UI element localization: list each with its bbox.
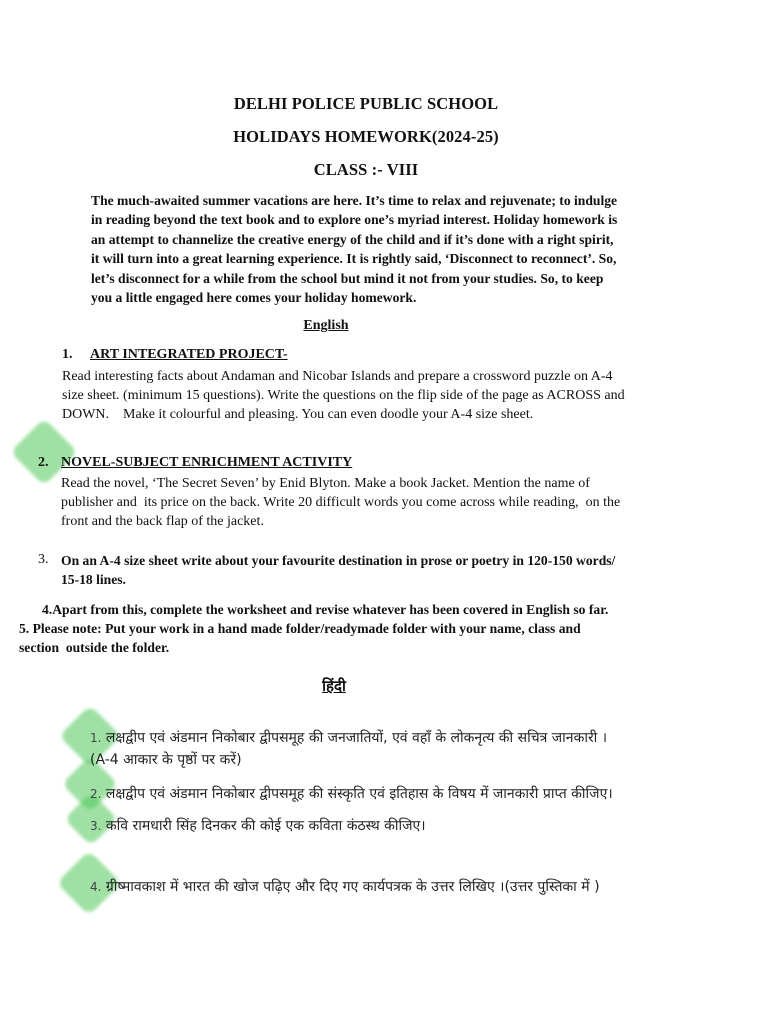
homework-title: HOLIDAYS HOMEWORK(2024-25) [233, 127, 499, 146]
hindi-item-text: लक्षद्वीप एवं अंडमान निकोबार द्वीपसमूह की जनजातियों, एवं वहाँ के लोकनृत्य की सचित्र जानकारी । [105, 730, 608, 746]
intro-line: The much-awaited summer vacations are here. It’s time to relax and rejuvenate; to indulge [91, 193, 618, 208]
intro-line: let’s disconnect for a while from the school but mind it not from your studies. So, to keep [91, 270, 604, 286]
item-number: 2. [90, 787, 102, 801]
art-project-description [62, 367, 702, 424]
hindi-item-text: लक्षद्वीप एवं अंडमान निकोबार द्वीपसमूह की संस्कृति एवं इतिहास के विषय में जानकारी प्राप्त कीजिए। [105, 786, 613, 802]
hindi-item-text: कवि रामधारी सिंह दिनकर की कोई एक कविता कंठस्थ कीजिए। [105, 818, 426, 834]
intro-line: in reading beyond the text book and to explore one’s myriad interest. Holiday homework is [91, 212, 618, 228]
item-number: 1. [62, 347, 73, 362]
item-number: 4. [90, 880, 102, 894]
hindi-item [90, 783, 760, 805]
folder-note [19, 619, 719, 657]
desc-line: publisher and its price on the back. Write 20 difficult words you come across while reading, on the [61, 495, 621, 510]
intro-line: an attempt to channelize the creative energy of the child and if it’s done with a right spirit, [91, 231, 614, 247]
hindi-item [90, 876, 760, 898]
hindi-item [90, 727, 750, 771]
novel-activity-title: NOVEL-SUBJECT ENRICHMENT ACTIVITY [61, 455, 353, 470]
intro-line: it will turn into a great learning experience. It is rightly said, ‘Disconnect to reconnect’. So, [91, 251, 617, 267]
desc-line: DOWN. Make it colourful and pleasing. You can even doodle your A-4 size sheet. [62, 407, 534, 422]
item-number: 3. [38, 552, 49, 567]
english-heading: English [303, 318, 349, 333]
art-project-title: ART INTEGRATED PROJECT- [90, 347, 288, 362]
hindi-item-text: ग्रीष्मावकाश में भारत की खोज पढ़िए और दिए गए कार्यपत्रक के उत्तर लिखिए ।(उत्तर पुस्तिका में ) [105, 879, 600, 895]
worksheet-instruction: 4.Apart from this, complete the worksheet and revise whatever has been covered in English so far. [42, 602, 609, 617]
hindi-heading: हिंदी [322, 677, 346, 695]
destination-writing-task [61, 551, 701, 589]
desc-line: size sheet. (minimum 15 questions). Write the questions on the flip side of the page as ACROSS and [62, 388, 625, 403]
school-name: DELHI POLICE PUBLIC SCHOOL [233, 94, 499, 113]
novel-activity-description [61, 474, 701, 531]
class-label: CLASS :- VIII [313, 160, 419, 179]
intro-line: you a little engaged here comes your holiday homework. [91, 290, 417, 306]
hindi-item-continuation: (A-4 आकार के पृष्ठों पर करें) [90, 752, 242, 768]
desc-line: Read interesting facts about Andaman and Nicobar Islands and prepare a crossword puzzle on A-4 [62, 369, 613, 384]
item-number: 2. [38, 455, 49, 470]
note-line: 5. Please note: Put your work in a hand made folder/readymade folder with your name, class and [19, 621, 581, 636]
intro-paragraph [91, 191, 681, 307]
note-line: section outside the folder. [19, 640, 170, 655]
item-number: 3. [90, 819, 102, 833]
task-line: 15-18 lines. [61, 572, 126, 587]
desc-line: front and the back flap of the jacket. [61, 514, 264, 529]
task-line: On an A-4 size sheet write about your favourite destination in prose or poetry in 120-150 words/ [61, 553, 616, 568]
hindi-item [90, 815, 750, 837]
desc-line: Read the novel, ‘The Secret Seven’ by Enid Blyton. Make a book Jacket. Mention the name of [61, 476, 590, 491]
item-number: 1. [90, 731, 102, 745]
